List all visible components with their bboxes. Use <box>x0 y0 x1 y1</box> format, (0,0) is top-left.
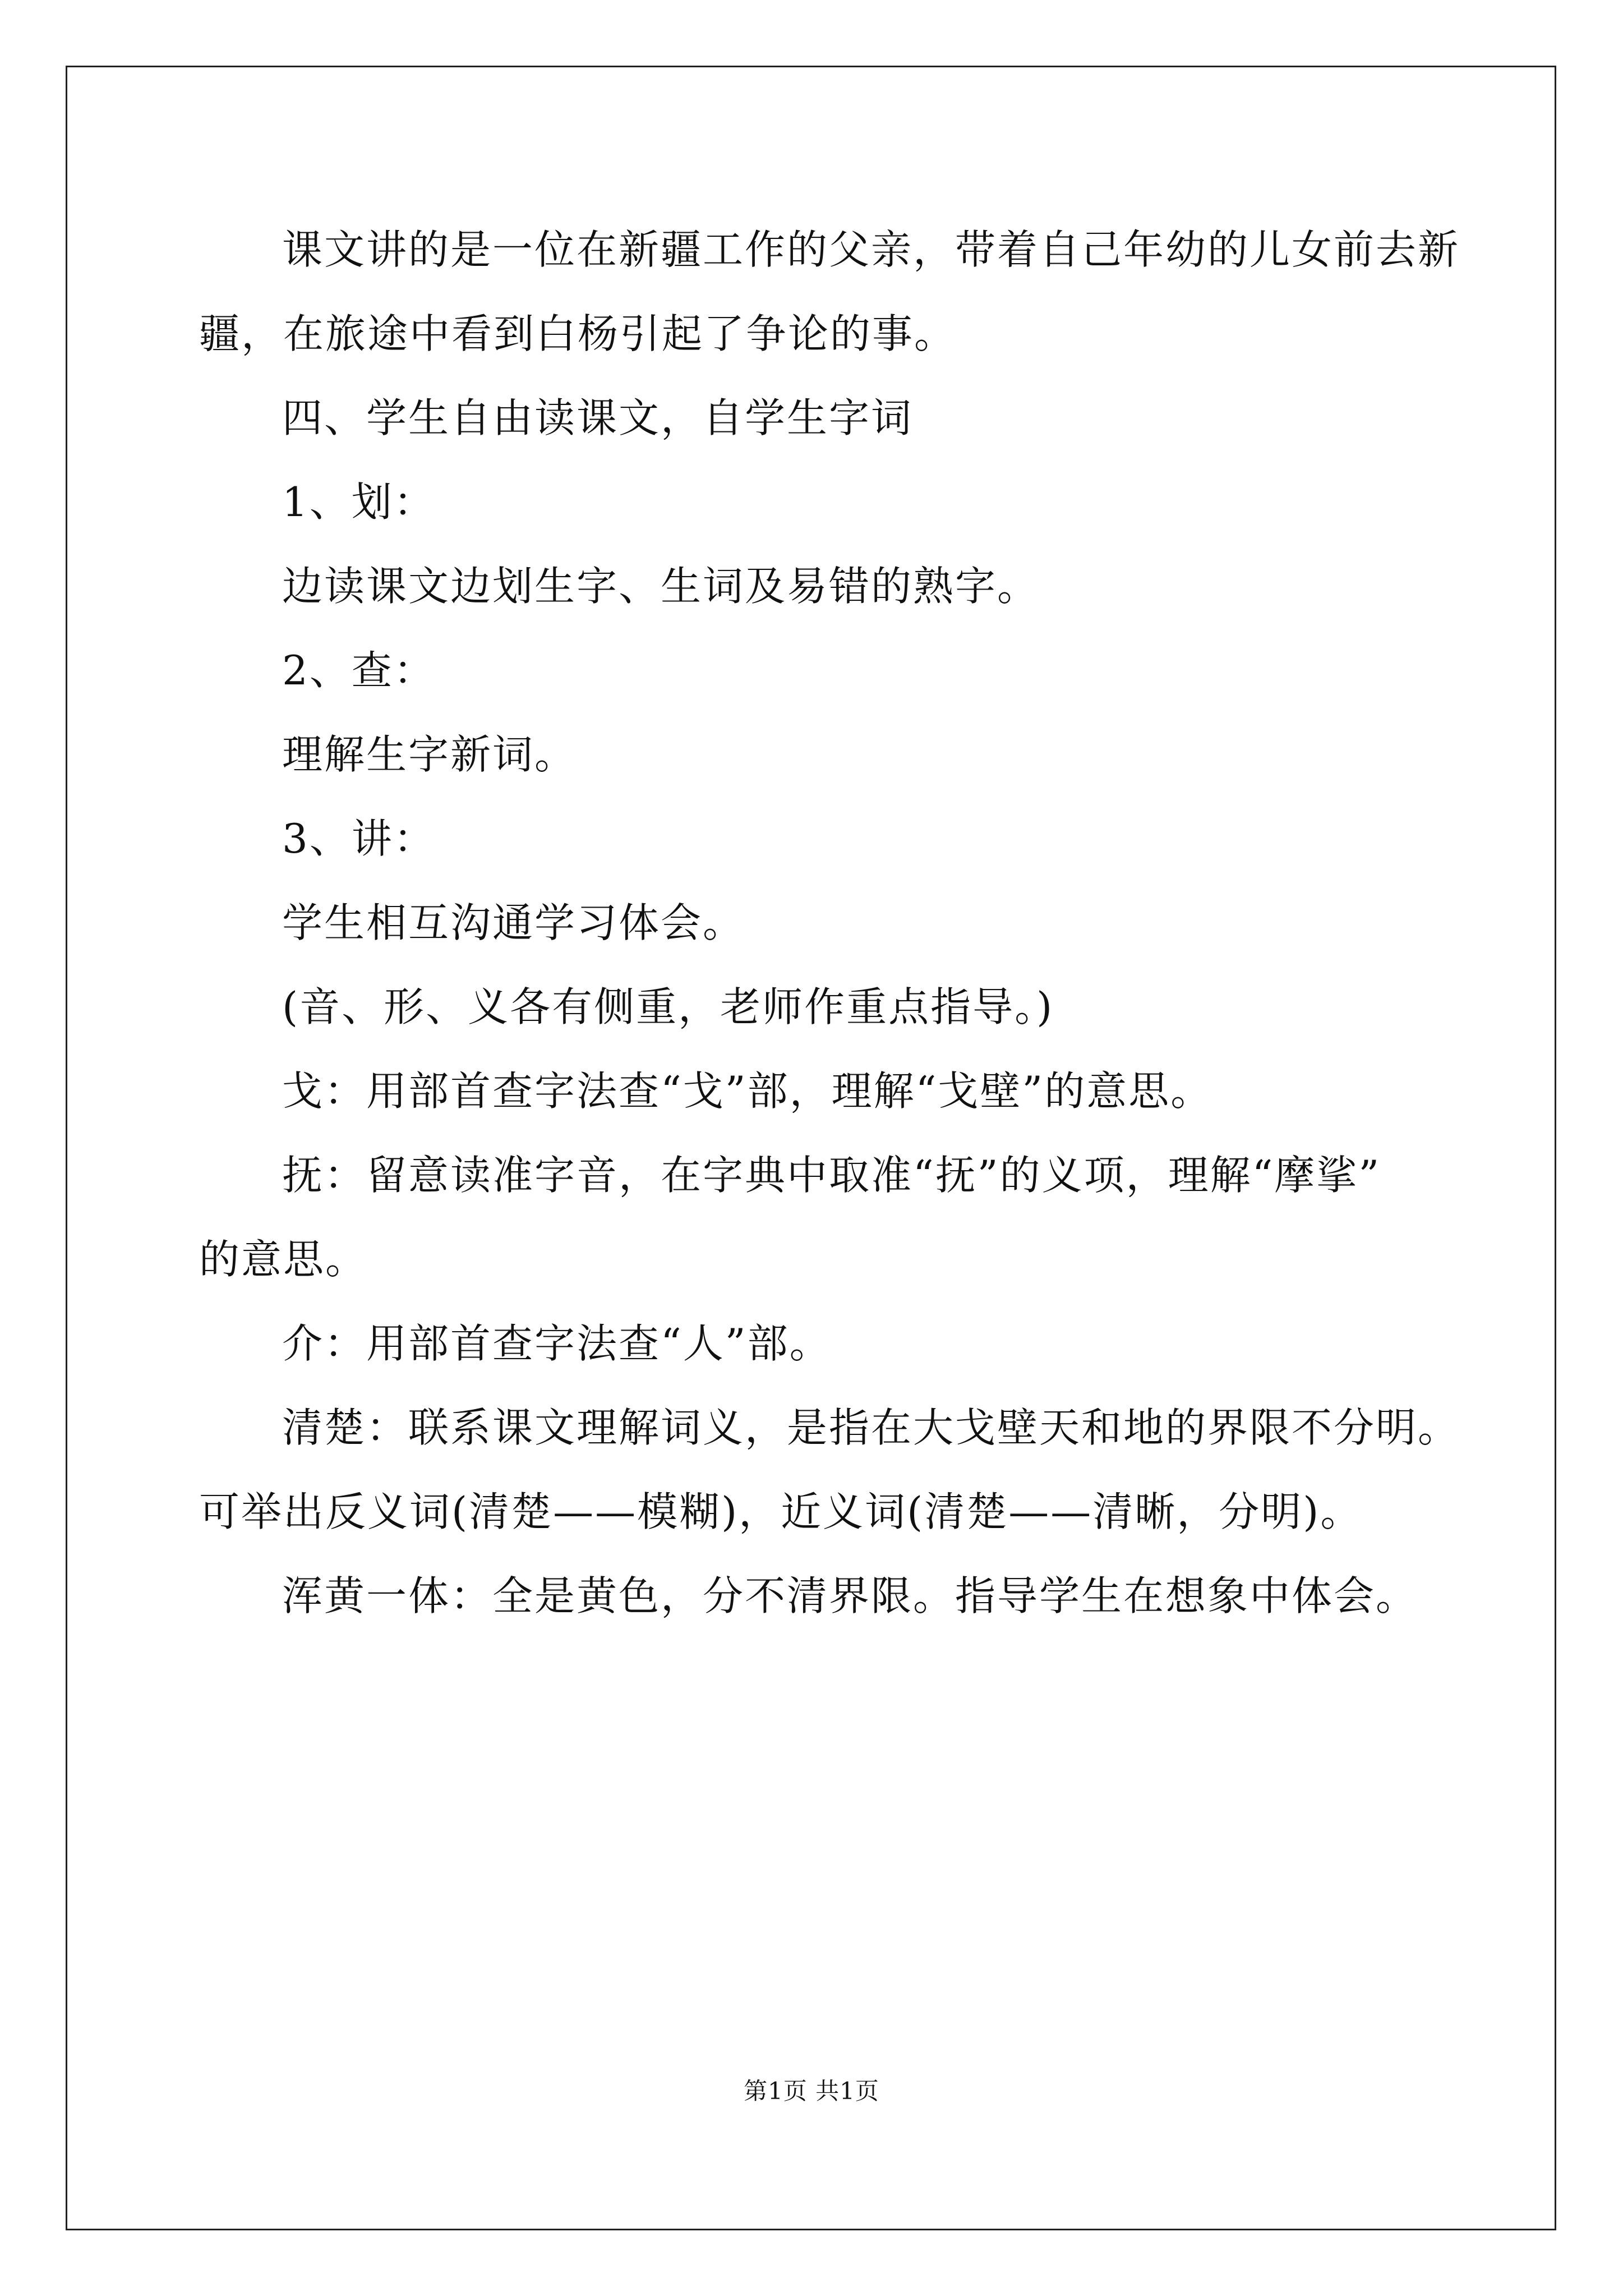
word-qingchu-explanation-line-1: 清楚：联系课文理解词义，是指在大戈壁天和地的界限不分明。 <box>282 1404 1460 1451</box>
step-2-text: 理解生字新词。 <box>282 731 577 778</box>
word-ge-explanation: 戈：用部首查字法查“戈”部，理解“戈壁”的意思。 <box>282 1068 1213 1115</box>
step-1-heading: 1、划： <box>282 478 436 526</box>
paragraph-1-line-2: 疆，在旅途中看到白杨引起了争论的事。 <box>199 310 957 357</box>
document-body <box>199 208 1460 1638</box>
word-fu-explanation-line-1: 抚：留意读准字音，在字典中取准“抚”的义项，理解“摩挲” <box>282 1152 1381 1199</box>
word-hunhuang-explanation: 浑黄一体：全是黄色，分不清界限。指导学生在想象中体会。 <box>282 1572 1418 1619</box>
section-heading-four: 四、学生自由读课文，自学生字词 <box>282 394 914 441</box>
step-3-text: 学生相互沟通学习体会。 <box>282 899 745 946</box>
step-2-heading: 2、查： <box>282 647 436 694</box>
page-number-footer: 第1页 共1页 <box>744 2077 879 2105</box>
word-qingchu-explanation-line-2: 可举出反义词(清楚——模糊)，近义词(清楚——清晰，分明)。 <box>199 1488 1363 1535</box>
step-3-heading: 3、讲： <box>282 815 436 862</box>
paragraph-1-line-1: 课文讲的是一位在新疆工作的父亲，带着自己年幼的儿女前去新 <box>282 226 1460 273</box>
word-fu-explanation-line-2: 的意思。 <box>199 1236 368 1283</box>
word-jie-explanation: 介：用部首查字法查“人”部。 <box>282 1320 832 1367</box>
step-1-text: 边读课文边划生字、生词及易错的熟字。 <box>282 563 1040 610</box>
teacher-note: (音、形、义各有侧重，老师作重点指导。) <box>282 983 1054 1030</box>
